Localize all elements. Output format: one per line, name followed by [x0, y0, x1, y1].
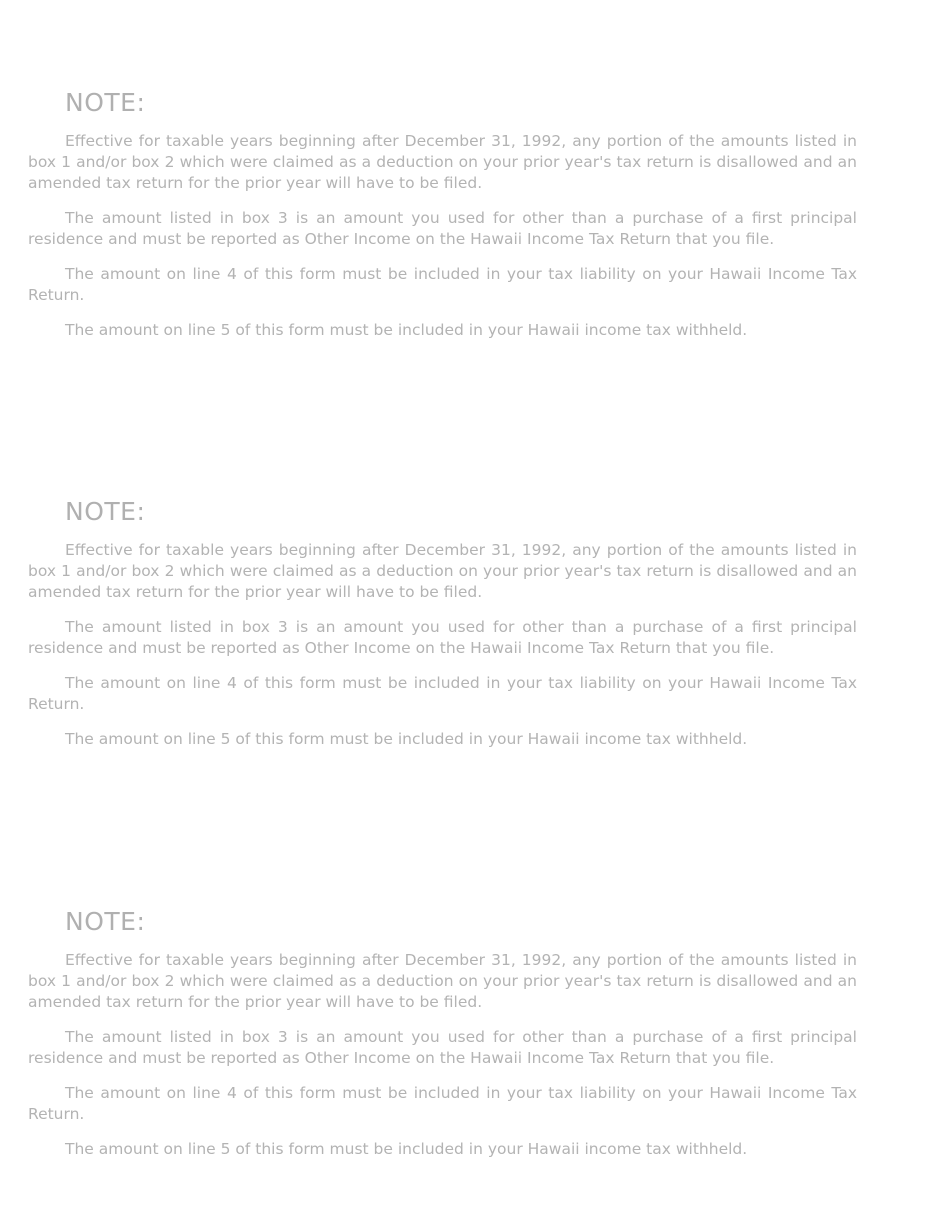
note-paragraph-effective-date: Effective for taxable years beginning after December 31, 1992, any portion of the amounts listed in box 1 and/or box 2 which were claimed as a deduction on your prior year's tax return is disallowed and an amended tax return for the prior year will have to be filed.: [28, 132, 857, 192]
note-paragraph-line-5: The amount on line 5 of this form must be included in your Hawaii income tax withheld.: [65, 1140, 748, 1158]
note-paragraph-line-4: The amount on line 4 of this form must be included in your tax liability on your Hawaii Income Tax Return.: [28, 1084, 857, 1123]
note-heading: NOTE:: [65, 907, 146, 936]
note-paragraph-box-3: The amount listed in box 3 is an amount you used for other than a purchase of a first principal residence and must be reported as Other Income on the Hawaii Income Tax Return that you file.: [28, 618, 857, 657]
note-section-1: [28, 88, 857, 355]
note-section-2: [28, 497, 857, 764]
note-paragraph-line-5: The amount on line 5 of this form must be included in your Hawaii income tax withheld.: [65, 730, 748, 748]
note-paragraph-box-3: The amount listed in box 3 is an amount you used for other than a purchase of a first principal residence and must be reported as Other Income on the Hawaii Income Tax Return that you file.: [28, 209, 857, 248]
note-paragraph-effective-date: Effective for taxable years beginning after December 31, 1992, any portion of the amounts listed in box 1 and/or box 2 which were claimed as a deduction on your prior year's tax return is disallowed and an amended tax return for the prior year will have to be filed.: [28, 951, 857, 1011]
note-paragraph-line-5: The amount on line 5 of this form must be included in your Hawaii income tax withheld.: [65, 321, 748, 339]
note-heading: NOTE:: [65, 497, 146, 526]
note-heading: NOTE:: [65, 88, 146, 117]
note-paragraph-box-3: The amount listed in box 3 is an amount you used for other than a purchase of a first principal residence and must be reported as Other Income on the Hawaii Income Tax Return that you file.: [28, 1028, 857, 1067]
note-paragraph-line-4: The amount on line 4 of this form must be included in your tax liability on your Hawaii Income Tax Return.: [28, 674, 857, 713]
note-paragraph-line-4: The amount on line 4 of this form must be included in your tax liability on your Hawaii Income Tax Return.: [28, 265, 857, 304]
note-paragraph-effective-date: Effective for taxable years beginning after December 31, 1992, any portion of the amounts listed in box 1 and/or box 2 which were claimed as a deduction on your prior year's tax return is disallowed and an amended tax return for the prior year will have to be filed.: [28, 541, 857, 601]
note-section-3: [28, 907, 857, 1174]
